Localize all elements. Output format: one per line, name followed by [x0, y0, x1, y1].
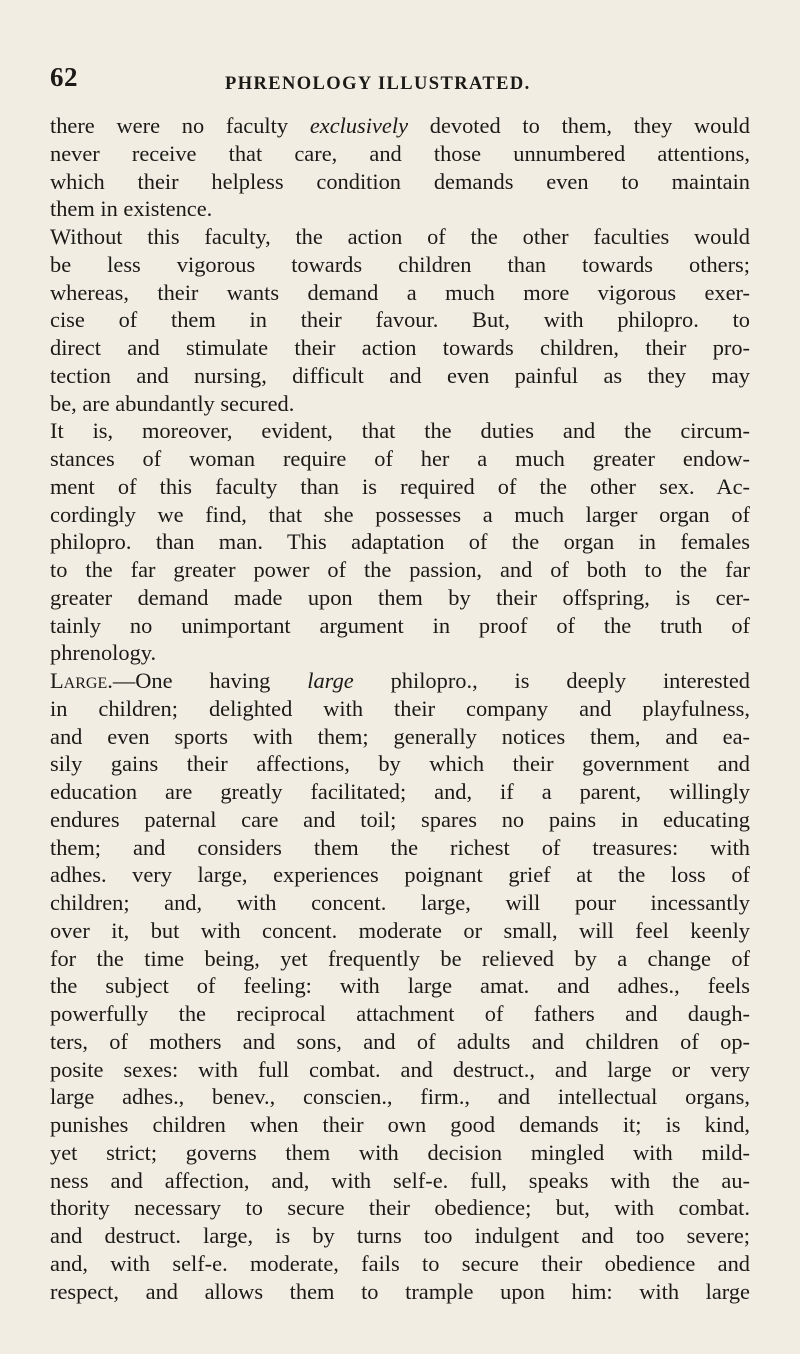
text-run: Without this faculty, the action of the other faculties would — [50, 224, 750, 249]
text-line — [50, 584, 750, 612]
text-run: devoted to them, they would — [408, 113, 750, 138]
text-run: and destruct. large, is by turns too indulgent and too severe; — [50, 1223, 750, 1248]
text-run: them; and considers them the richest of treasures: with — [50, 834, 750, 860]
text-run: direct and stimulate their action towards children, their pro- — [50, 335, 750, 360]
text-line — [50, 1056, 750, 1084]
text-line — [50, 1194, 750, 1222]
text-run: cordingly we find, that she possesses a much larger organ of — [50, 501, 750, 527]
text-line — [50, 1028, 750, 1056]
text-run: to the far greater power of the passion, and of both to the far — [50, 557, 750, 582]
text-line — [50, 917, 750, 945]
paragraph — [50, 417, 750, 667]
text-line — [50, 1222, 750, 1250]
text-line — [50, 390, 750, 418]
running-title: PHRENOLOGY ILLUSTRATED. — [225, 74, 531, 94]
text-run: for the time being, yet frequently be relieved by a change of — [50, 945, 750, 971]
text-line — [50, 1250, 750, 1278]
text-line — [50, 334, 750, 362]
text-line — [50, 473, 750, 501]
small-caps-run: Large. — [50, 668, 113, 693]
text-run: the subject of feeling: with large amat. and adhes., feels — [50, 973, 750, 999]
page-number: 62 — [50, 62, 78, 92]
text-line — [50, 140, 750, 168]
text-run: in children; delighted with their company and playfulness, — [50, 695, 750, 721]
text-run: education are greatly facilitated; and, if a parent, willingly — [50, 779, 750, 804]
text-run: tainly no unimportant argument in proof of the truth of — [50, 612, 750, 638]
text-line — [50, 612, 750, 640]
text-run: whereas, their wants demand a much more vigorous exer- — [50, 279, 750, 305]
text-run: phrenology. — [50, 640, 157, 666]
text-run: ness and affection, and, with self-e. full, speaks with the au- — [50, 1167, 750, 1193]
text-line — [50, 279, 750, 307]
text-line — [50, 695, 750, 723]
text-line — [50, 750, 750, 778]
text-run: sily gains their affections, by which their government and — [50, 751, 750, 777]
text-run: endures paternal care and toil; spares no pains in educating — [50, 806, 750, 832]
italic-run: exclusively — [309, 113, 409, 138]
text-line — [50, 417, 750, 445]
text-line — [50, 723, 750, 751]
italic-run: large — [307, 668, 354, 693]
text-line — [50, 195, 750, 223]
text-run: which their helpless condition demands even to maintain — [50, 168, 750, 194]
text-run: powerfully the reciprocal attachment of fathers and daugh- — [50, 1001, 750, 1026]
text-run: philopro., is deeply interested — [353, 668, 750, 693]
text-line — [50, 861, 750, 889]
text-line — [50, 667, 750, 695]
text-line — [50, 945, 750, 973]
text-line — [50, 306, 750, 334]
text-run: —One having — [112, 668, 308, 693]
text-line — [50, 972, 750, 1000]
text-run: It is, moreover, evident, that the duties and the circum- — [50, 418, 750, 444]
text-line — [50, 639, 750, 667]
text-line — [50, 834, 750, 862]
text-run: punishes children when their own good demands it; is kind, — [50, 1112, 750, 1137]
text-line — [50, 889, 750, 917]
text-line — [50, 528, 750, 556]
text-line — [50, 445, 750, 473]
text-run: large adhes., benev., conscien., firm., and intellectual organs, — [50, 1084, 750, 1110]
text-line — [50, 362, 750, 390]
text-run: thority necessary to secure their obedience; but, with combat. — [50, 1195, 750, 1221]
text-run: adhes. very large, experiences poignant grief at the loss of — [50, 862, 750, 888]
text-line — [50, 251, 750, 279]
text-run: and even sports with them; generally notices them, and ea- — [50, 723, 750, 749]
text-run: greater demand made upon them by their offspring, is cer- — [50, 584, 750, 610]
paragraph — [50, 223, 750, 417]
text-line — [50, 1139, 750, 1167]
text-run: never receive that care, and those unnumbered attentions, — [50, 140, 750, 166]
text-line — [50, 806, 750, 834]
text-line — [50, 1167, 750, 1195]
text-run: yet strict; governs them with decision mingled with mild- — [50, 1139, 750, 1165]
text-line — [50, 556, 750, 584]
text-run: be, are abundantly secured. — [50, 390, 295, 416]
text-run: be less vigorous towards children than towards others; — [50, 251, 750, 277]
text-line — [50, 501, 750, 529]
text-line — [50, 1111, 750, 1139]
text-run: cise of them in their favour. But, with philopro. to — [50, 307, 750, 333]
text-line — [50, 168, 750, 196]
text-line — [50, 1278, 750, 1306]
text-run: over it, but with concent. moderate or small, will feel keenly — [50, 917, 750, 943]
text-line — [50, 112, 750, 140]
text-run: children; and, with concent. large, will pour incessantly — [50, 890, 750, 915]
text-run: and, with self-e. moderate, fails to secure their obedience and — [50, 1250, 750, 1276]
text-run: ment of this faculty than is required of the other sex. Ac- — [50, 473, 750, 499]
text-line — [50, 1000, 750, 1028]
paragraph — [50, 667, 750, 1305]
text-run: tection and nursing, difficult and even painful as they may — [50, 362, 750, 388]
text-run: respect, and allows them to trample upon him: with large — [50, 1278, 750, 1304]
text-run: stances of woman require of her a much greater endow- — [50, 446, 750, 471]
body-text — [50, 112, 750, 1305]
text-run: philopro. than man. This adaptation of the organ in females — [50, 529, 750, 555]
running-head — [50, 62, 750, 102]
text-run: ters, of mothers and sons, and of adults and children of op- — [50, 1028, 750, 1054]
paragraph — [50, 112, 750, 223]
text-run: posite sexes: with full combat. and destruct., and large or very — [50, 1056, 750, 1082]
text-run: them in existence. — [50, 196, 213, 222]
text-line — [50, 778, 750, 806]
text-line — [50, 223, 750, 251]
text-run: there were no faculty — [50, 113, 310, 138]
text-line — [50, 1083, 750, 1111]
